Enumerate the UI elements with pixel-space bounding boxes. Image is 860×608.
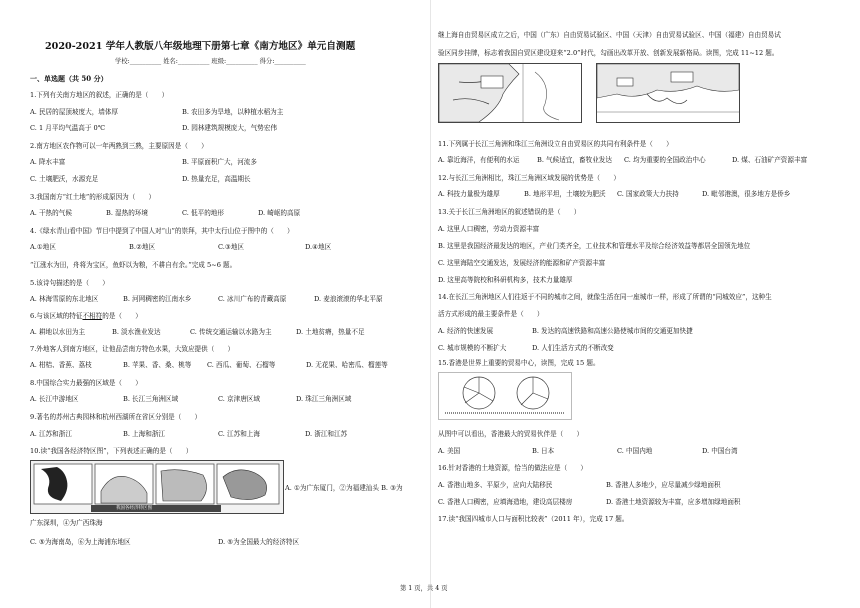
option-a: A. 民居的屋顶坡度大，墙体厚 (30, 108, 119, 116)
option-c: C. 这里海陆空交通发达，发展经济的能源和矿产资源丰富 (438, 259, 606, 267)
option-d: D.④地区 (305, 243, 332, 251)
section-heading: 一、单选题（共 50 分） (30, 74, 108, 83)
option-a: A. 干热的气候 (30, 209, 72, 217)
question-1: 1.下列有关南方地区的叙述，正确的是（ ） (30, 91, 169, 99)
question-15: 15.香港是世界上重要的贸易中心，读图，完成 15 题。 (438, 359, 600, 367)
fta-map-right (596, 63, 740, 123)
question-4: 4.《绿水青山看中国》节目中提到了中国人对“山”的崇拜，其中太行山位于图中的（ ） (30, 227, 294, 235)
option-d: D. 毗邻港澳，很多地方是侨乡 (702, 190, 791, 198)
option-c: C. 京津唐区域 (218, 395, 260, 403)
option-a: A. 香港山地多、平原少，应向大陆移民 (438, 481, 553, 489)
option-a: A. ①为广东厦门，②为福建汕头 B. ③为 (285, 484, 403, 492)
underlined-keyword: 不相符 (82, 312, 103, 320)
fta-map-left (438, 63, 582, 123)
option-b: B. 湿热的环境 (106, 209, 149, 217)
question-12: 12.与长江三角洲相比，珠江三角洲区域发展的优势是（ ） (438, 174, 620, 182)
poem-prompt: “江涨水为田，舟将为宝区，鱼虾以为粮，不耕自有余。”完成 5~6 题。 (30, 261, 237, 269)
option-b: B. 这里是我国经济最发达的地区，产业门类齐全，工业技术和管理水平及综合经济效益等都居全国领先地位 (438, 242, 751, 250)
option-a: A. 靠近海洋，有便利的水运 (438, 156, 520, 164)
question-14-line-1: 14.在长江三角洲地区人们往返于不同的城市之间，就像生活在同一座城市一样，形成了所谓的“同城效应”，这种生 (438, 293, 772, 301)
option-b: B. 气候适宜，畜牧业发达 (537, 156, 612, 164)
question-10: 10.读“我国各经济特区图”，下列表述正确的是（ ） (30, 447, 193, 455)
option-c: C. 1 月平均气温高于 0℃ (30, 124, 106, 132)
option-b: B.②地区 (129, 243, 156, 251)
option-b: B. 农田多为旱地，以种植水稻为主 (182, 108, 284, 116)
option-a: A. 美国 (438, 447, 461, 455)
option-b: B. 淡水渔业发达 (112, 328, 161, 336)
option-d: D. 崎岖的高原 (258, 209, 301, 217)
option-c: C. ⑤为海南岛，⑥为上海浦东地区 (30, 538, 131, 546)
question-7: 7.外地客人到南方地区，让他品尝南方特色水果，大致应提供（ ） (30, 345, 235, 353)
question-17: 17.读“我国四城市人口与面积比较表”（2011 年），完成 17 题。 (438, 515, 629, 523)
question-16: 16.针对香港的土地资源，恰当的做法应是（ ） (438, 464, 587, 472)
option-a: A. 耕地以水田为主 (30, 328, 86, 336)
question-2: 2.南方地区农作物可以一年两熟到三熟，主要原因是（ ） (30, 142, 208, 150)
question-6 (30, 312, 142, 321)
option-a: A. 经济的快速发展 (438, 327, 494, 335)
option-c: C. 国家政策大力扶持 (617, 190, 679, 198)
intro-line-2: 验区同步挂牌，标志着我国自贸区建设迎来“2.0”时代，勾画出改革开放、创新发展新格局。读图，完成 11~12 题。 (438, 49, 779, 57)
option-a: A.①地区 (30, 243, 56, 251)
option-a: A. 这里人口稠密，劳动力资源丰富 (438, 225, 540, 233)
option-b: B. 河网稠密的江南水乡 (123, 295, 192, 303)
option-c: C. 香港人口稠密，应填海造地，建设高层楼房 (438, 498, 573, 506)
map-icon (31, 461, 283, 513)
option-b: B. 香港人多地少，应尽量减少绿地面积 (606, 481, 721, 489)
option-b: B. 长江三角洲区域 (123, 395, 179, 403)
option-c: C. 均为重要的全国政治中心 (624, 156, 706, 164)
economic-zones-map (30, 460, 284, 514)
option-d: D. 这里高等院校和科研机构多，技术力量雄厚 (438, 276, 573, 284)
page-number: 第 1 页，共 4 页 (400, 585, 448, 592)
option-c: C. 西瓜、葡萄、石榴等 (207, 361, 276, 369)
option-d: D. 无花果、哈密瓜、榴莲等 (306, 361, 388, 369)
option-b: B. 发达的高速铁路和高速公路使城市间的交通更加快捷 (532, 327, 693, 335)
option-d: D. 浙江和江苏 (305, 430, 348, 438)
page-title: 2020-2021 学年人教版八年级地理下册第七章《南方地区》单元自测题 (45, 41, 356, 52)
hk-trade-figure (438, 372, 572, 420)
option-d: D. 麦浪滚滚的华北平原 (314, 295, 383, 303)
option-a: A. 降水丰富 (30, 158, 66, 166)
option-d: D. 人们生活方式的不断改变 (532, 344, 614, 352)
question-5: 5.该诗句描述的是（ ） (30, 279, 109, 287)
option-a-continued: 广东深圳，④为广西珠海 (30, 519, 103, 527)
option-d: D. 土地贫瘠，热量不足 (296, 328, 365, 336)
map-icon (597, 64, 739, 122)
question-8: 8.中国综合实力最强的区域是（ ） (30, 379, 142, 387)
question-15-stem: 从图中可以看出，香港最大的贸易伙伴是（ ） (438, 430, 584, 438)
option-d: D. 香港土地资源较为丰富，应多增加绿地面积 (606, 498, 741, 506)
option-c: C. 低平的地形 (182, 209, 224, 217)
option-d: D. 珠江三角洲区域 (296, 395, 352, 403)
option-a: A. 科技力量极为雄厚 (438, 190, 500, 198)
option-c: C. 冰川广布的青藏高原 (218, 295, 287, 303)
option-c: C. 中国内地 (617, 447, 653, 455)
option-d: D. 煤、石油矿产资源丰富 (732, 156, 808, 164)
option-c: C. 城市规模的不断扩大 (438, 344, 507, 352)
option-a: A. 江苏和浙江 (30, 430, 72, 438)
pie-chart-icon (439, 373, 571, 419)
question-14-line-2: 活方式形成的最主要条件是（ ） (438, 310, 544, 318)
student-info-line: 学校:__________ 姓名:__________ 班级:__________ 得分:__________ (115, 58, 306, 65)
option-b: B. 平原面积广大，河流多 (182, 158, 257, 166)
option-c: C. 传统交通运输以水路为主 (190, 328, 272, 336)
option-d: D. 热量充足，高温期长 (182, 175, 251, 183)
column-divider (430, 0, 431, 608)
option-d: D. ⑤为全国最大的经济特区 (218, 538, 300, 546)
option-b: B. 地形平坦，土壤较为肥沃 (524, 190, 606, 198)
option-b: B. 上海和浙江 (123, 430, 166, 438)
intro-line-1: 继上海自由贸易区成立之后，中国（广东）自由贸易试验区、中国（天津）自由贸易试验区、中国（福建）自由贸易试 (438, 31, 781, 39)
option-b: B. 日本 (532, 447, 555, 455)
option-a: A. 长江中游地区 (30, 395, 79, 403)
question-9: 9.著名的苏州古典园林和杭州西湖所在省区分别是（ ） (30, 413, 202, 421)
map-icon (439, 64, 581, 122)
option-a: A. 林海雪原的东北地区 (30, 295, 99, 303)
option-c: C. 土壤肥沃，水源充足 (30, 175, 99, 183)
question-13: 13.关于长江三角洲地区的叙述错误的是（ ） (438, 208, 581, 216)
question-3: 3.我国南方“红土地”的形成原因为（ ） (30, 193, 156, 201)
option-c: C.③地区 (218, 243, 245, 251)
option-b: B. 苹果、香、桑、桃等 (123, 361, 192, 369)
option-d: D. 园林建筑规模庞大，气势宏伟 (182, 124, 277, 132)
question-6-post: 的是（ ） (102, 312, 142, 320)
map-caption: 我国各经济特区图 (116, 506, 152, 511)
question-6-pre: 6.与该区域的特征 (30, 312, 83, 320)
option-a: A. 柑桔、香蕉、荔枝 (30, 361, 92, 369)
option-c: C. 江苏和上海 (218, 430, 260, 438)
option-d: D. 中国台湾 (702, 447, 738, 455)
question-11: 11.下列属于长江三角洲和珠江三角洲设立自由贸易区的共同有利条件是（ ） (438, 140, 673, 148)
